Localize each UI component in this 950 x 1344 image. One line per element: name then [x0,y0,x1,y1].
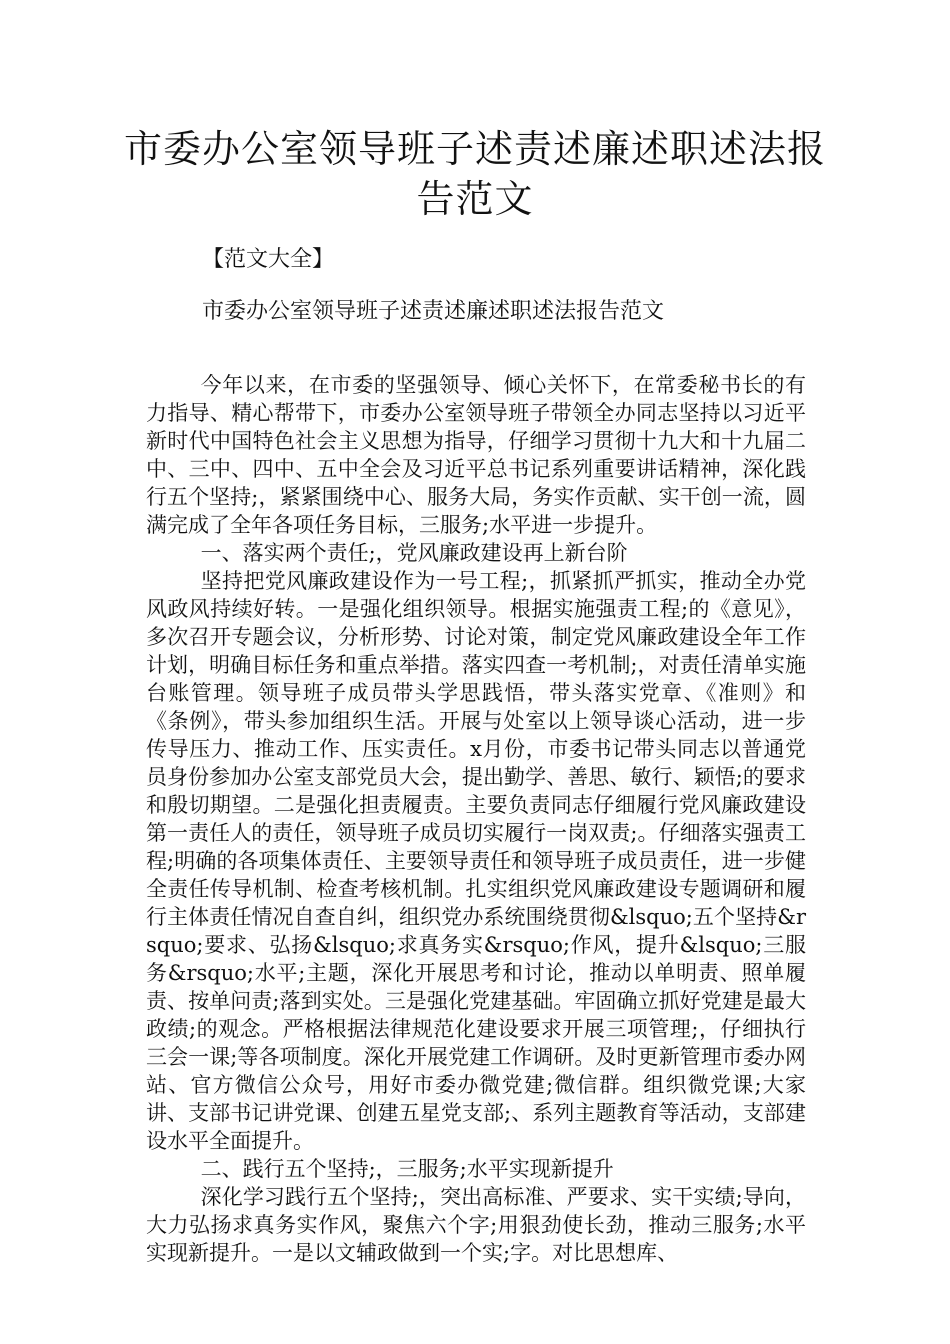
paragraph-intro: 今年以来，在市委的坚强领导、倾心关怀下，在常委秘书长的有力指导、精心帮带下，市委办公室领导班子带领全办同志坚持以习近平新时代中国特色社会主义思想为指导，仔细学习贯彻十九大和十九届二中、三中、四中、五中全会及习近平总书记系列重要讲话精神，深化践行五个坚持;，紧紧围绕中心、服务大局，务实作贡献、实干创一流，圆满完成了全年各项任务目标，三服务;水平进一步提升。 [146,373,806,537]
paragraph-section-1: 坚持把党风廉政建设作为一号工程;，抓紧抓严抓实，推动全办党风政风持续好转。一是强化组织领导。根据实施强责工程;的《意见》，多次召开专题会议，分析形势、讨论对策，制定党风廉政建设全年工作计划，明确目标任务和重点举措。落实四查一考机制;，对责任清单实施台账管理。领导班子成员带头学思践悟，带头落实党章、《准则》和《条例》，带头参加组织生活。开展与处室以上领导谈心活动，进一步传导压力、推动工作、压实责任。x月份，市委书记带头同志以普通党员身份参加办公室支部党员大会，提出勤学、善思、敏行、颖悟;的要求和殷切期望。二是强化担责履责。主要负责同志仔细履行党风廉政建设第一责任人的责任，领导班子成员切实履行一岗双责;。仔细落实强责工程;明确的各项集体责任、主要领导责任和领导班子成员责任，进一步健全责任传导机制、检查考核机制。扎实组织党风廉政建设专题调研和履行主体责任情况自查自纠，组织党办系统围绕贯彻&lsquo;五个坚持&rsquo;要求、弘扬&lsquo;求真务实&rsquo;作风，提升&lsquo;三服务&rsquo;水平;主题，深化开展思考和讨论，推动以单明责、照单履责、按单问责;落到实处。三是强化党建基础。牢固确立抓好党建是最大政绩;的观念。严格根据法律规范化建设要求开展三项管理;，仔细执行三会一课;等各项制度。深化开展党建工作调研。及时更新管理市委办网站、官方微信公众号，用好市委办微党建;微信群。组织微党课;大家讲、支部书记讲党课、创建五星党支部;、系列主题教育等活动，支部建设水平全面提升。 [146,569,806,1153]
section-heading-1: 一、落实两个责任;，党风廉政建设再上新台阶 [200,541,628,565]
section-heading-2: 二、践行五个坚持;，三服务;水平实现新提升 [200,1157,614,1181]
paragraph-section-2: 深化学习践行五个坚持;，突出高标准、严要求、实干实绩;导向，大力弘扬求真务实作风，聚焦六个字;用狠劲使长劲，推动三服务;水平实现新提升。一是以文辅政做到一个实;字。对比思想库、 [146,1185,806,1265]
document-subtitle: 市委办公室领导班子述责述廉述职述法报告范文 [202,299,665,324]
document-title: 市委办公室领导班子述责述廉述职述法报告范文 [123,127,826,221]
document-body [146,371,806,1267]
category-tag: 【范文大全】 [202,247,335,272]
